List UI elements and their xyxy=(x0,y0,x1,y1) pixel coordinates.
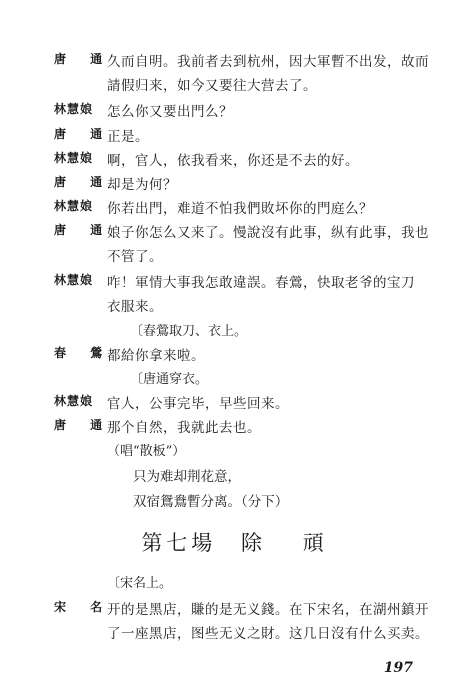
dialogue-line: 咋！軍情大事我怎敢違誤。春鶯，快取老爷的宝刀 xyxy=(107,275,415,291)
dialogue-line: 久而自明。我前者去到杭州，因大軍暫不出发，故而 xyxy=(107,54,429,70)
speaker-name: 唐 通 xyxy=(54,52,113,66)
dialogue-line: 請假归来，如今又要往大营去了。 xyxy=(107,78,317,94)
verse-line: 只为难却荆花意， xyxy=(133,469,241,485)
dialogue-line: 啊，官人，依我看来，你还是不去的好。 xyxy=(107,153,359,169)
scene-title xyxy=(0,527,469,557)
scene-name-char: 除 xyxy=(241,531,266,555)
dialogue-line: 娘子你怎么又来了。慢說沒有此事，纵有此事，我也 xyxy=(107,225,429,241)
verse-line: 双宿鴛鴦暫分离。（分下） xyxy=(133,494,289,510)
singing-note: （唱“散板”） xyxy=(107,444,186,459)
dialogue-line: 了一座黑店，图些无义之財。这几日沒有什么买卖。 xyxy=(107,626,429,642)
speaker-name: 宋 名 xyxy=(54,600,113,614)
stage-direction: 〔宋名上。 xyxy=(107,576,173,591)
speaker-name: 唐 通 xyxy=(54,223,113,237)
dialogue-line: 开的是黑店，賺的是无义錢。在下宋名，在湖州鎮开 xyxy=(107,602,429,618)
speaker-name: 唐 通 xyxy=(54,127,113,141)
speaker-name: 林慧娘 xyxy=(54,151,94,165)
speaker-name: 林慧娘 xyxy=(54,394,94,408)
dialogue-line: 怎么你又要出門么？ xyxy=(107,104,233,120)
speaker-name: 林慧娘 xyxy=(54,102,94,116)
scene-number: 第七場 xyxy=(141,531,217,555)
speaker-name: 唐 通 xyxy=(54,418,113,432)
page-number: 197 xyxy=(383,660,413,676)
speaker-name: 林慧娘 xyxy=(54,273,94,287)
dialogue-line: 却是为何？ xyxy=(107,177,177,193)
dialogue-line: 都給你拿来啦。 xyxy=(107,348,205,364)
speaker-name: 唐 通 xyxy=(54,175,113,189)
speaker-name: 林慧娘 xyxy=(54,199,94,213)
speaker-name: 春 鶯 xyxy=(54,346,113,360)
stage-direction: 〔春鶯取刀、衣上。 xyxy=(130,324,248,339)
dialogue-line: 衣服来。 xyxy=(107,299,163,315)
dialogue-line: 不管了。 xyxy=(107,249,163,265)
scene-name-char: 頑 xyxy=(302,531,328,555)
dialogue-line: 正是。 xyxy=(107,129,149,145)
stage-direction: 〔唐通穿衣。 xyxy=(130,372,209,387)
dialogue-line: 你若出門，难道不怕我們敗坏你的門庭么？ xyxy=(107,201,373,217)
dialogue-line: 官人，公事完毕，早些回来。 xyxy=(107,396,289,412)
dialogue-line: 那个自然，我就此去也。 xyxy=(107,420,261,436)
